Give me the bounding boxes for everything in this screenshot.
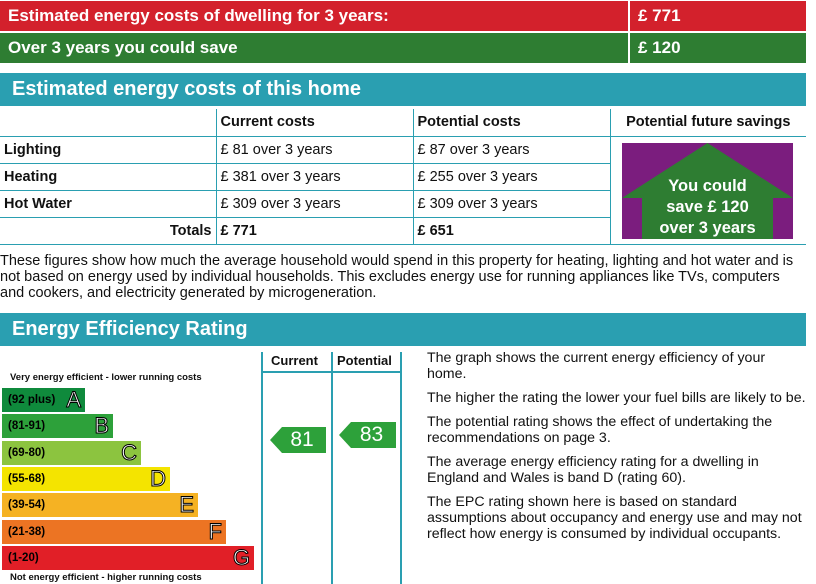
efficiency-section-title: Energy Efficiency Rating: [0, 313, 806, 346]
rating-band-d: [2, 467, 170, 491]
header-underline: [262, 371, 401, 373]
band-range: (81-91): [8, 420, 46, 433]
not-efficient-note: Not energy efficient - higher running costs: [10, 572, 202, 583]
explanation-paragraph: The graph shows the current energy efficiency of your home.: [427, 350, 766, 382]
table-header-row: [0, 109, 806, 136]
header-current-costs: Current costs: [216, 109, 413, 136]
rating-band-e: [2, 493, 198, 517]
estimated-cost-label: Estimated energy costs of dwelling for 3 years:: [0, 1, 628, 31]
very-efficient-note: Very energy efficient - lower running costs: [10, 372, 202, 383]
potential-column-header: Potential: [337, 353, 392, 368]
estimated-cost-value: £ 771: [628, 1, 806, 31]
row-label-hot-water: Hot Water: [0, 190, 216, 217]
cell-hot-water-current: £ 309 over 3 years: [216, 190, 413, 217]
band-range: (21-38): [8, 525, 46, 538]
band-letter: G: [232, 544, 250, 570]
cell-lighting-potential: £ 87 over 3 years: [413, 136, 610, 163]
header-future-savings: Potential future savings: [610, 109, 806, 136]
row-label-heating: Heating: [0, 163, 216, 190]
band-letter: A: [66, 387, 81, 412]
totals-label: Totals: [0, 217, 216, 244]
explanation-paragraph: The higher the rating the lower your fuel bills are likely to be.: [427, 390, 806, 406]
band-letter: E: [179, 492, 194, 518]
band-range: (1-20): [8, 551, 39, 564]
header-blank: [0, 109, 216, 136]
rating-band-c: [2, 441, 141, 465]
explanation-paragraph: The potential rating shows the effect of undertaking the recommendations on page 3.: [427, 414, 773, 446]
band-range: (92 plus): [8, 394, 56, 406]
savings-text-line1: You could: [668, 177, 747, 195]
save-value: £ 120: [628, 33, 806, 63]
column-divider: [400, 352, 402, 584]
efficiency-explanations: [427, 350, 807, 550]
current-rating-arrow: [270, 427, 326, 453]
totals-potential: £ 651: [413, 217, 610, 244]
costs-note: These figures show how much the average household would spend in this property for heating, lighting and hot water and is not based on energy used by individual households. This excludes energy use for running appliances like TVs, computers and cookers, and electricity generated by microgeneration.: [0, 253, 794, 301]
band-range: (69-80): [8, 446, 46, 459]
band-letter: F: [208, 518, 222, 544]
header-potential-costs: Potential costs: [413, 109, 610, 136]
band-range: (39-54): [8, 499, 46, 512]
row-label-lighting: Lighting: [0, 136, 216, 163]
save-bar: [0, 33, 806, 63]
cell-lighting-current: £ 81 over 3 years: [216, 136, 413, 163]
column-divider: [261, 352, 263, 584]
rating-band-b: [2, 414, 113, 438]
totals-current: £ 771: [216, 217, 413, 244]
band-letter: B: [94, 413, 109, 439]
estimated-cost-bar: [0, 1, 806, 31]
potential-rating-value: 83: [359, 423, 384, 446]
rating-band-f: [2, 520, 226, 544]
savings-text-line2: save £ 120: [666, 198, 749, 216]
current-column-header: Current: [271, 353, 318, 368]
costs-section-title: Estimated energy costs of this home: [0, 73, 806, 106]
save-label: Over 3 years you could save: [0, 33, 628, 63]
explanation-paragraph: The EPC rating shown here is based on standard assumptions about occupancy and energy use and may not reflect how energy is consumed by individual occupants.: [427, 494, 802, 542]
explanation-paragraph: The average energy efficiency rating for a dwelling in England and Wales is band D (rating 60).: [427, 454, 759, 486]
savings-text-line3: over 3 years: [659, 219, 756, 237]
column-divider: [331, 352, 333, 584]
cell-heating-potential: £ 255 over 3 years: [413, 163, 610, 190]
rating-band-g: [2, 546, 254, 570]
current-rating-value: 81: [290, 428, 314, 451]
cell-heating-current: £ 381 over 3 years: [216, 163, 413, 190]
band-letter: D: [150, 465, 166, 491]
cell-hot-water-potential: £ 309 over 3 years: [413, 190, 610, 217]
potential-rating-arrow: [339, 422, 396, 448]
band-range: (55-68): [8, 472, 46, 485]
rating-band-a: [2, 388, 85, 412]
band-letter: C: [121, 439, 137, 465]
savings-house-graphic: [622, 143, 793, 239]
